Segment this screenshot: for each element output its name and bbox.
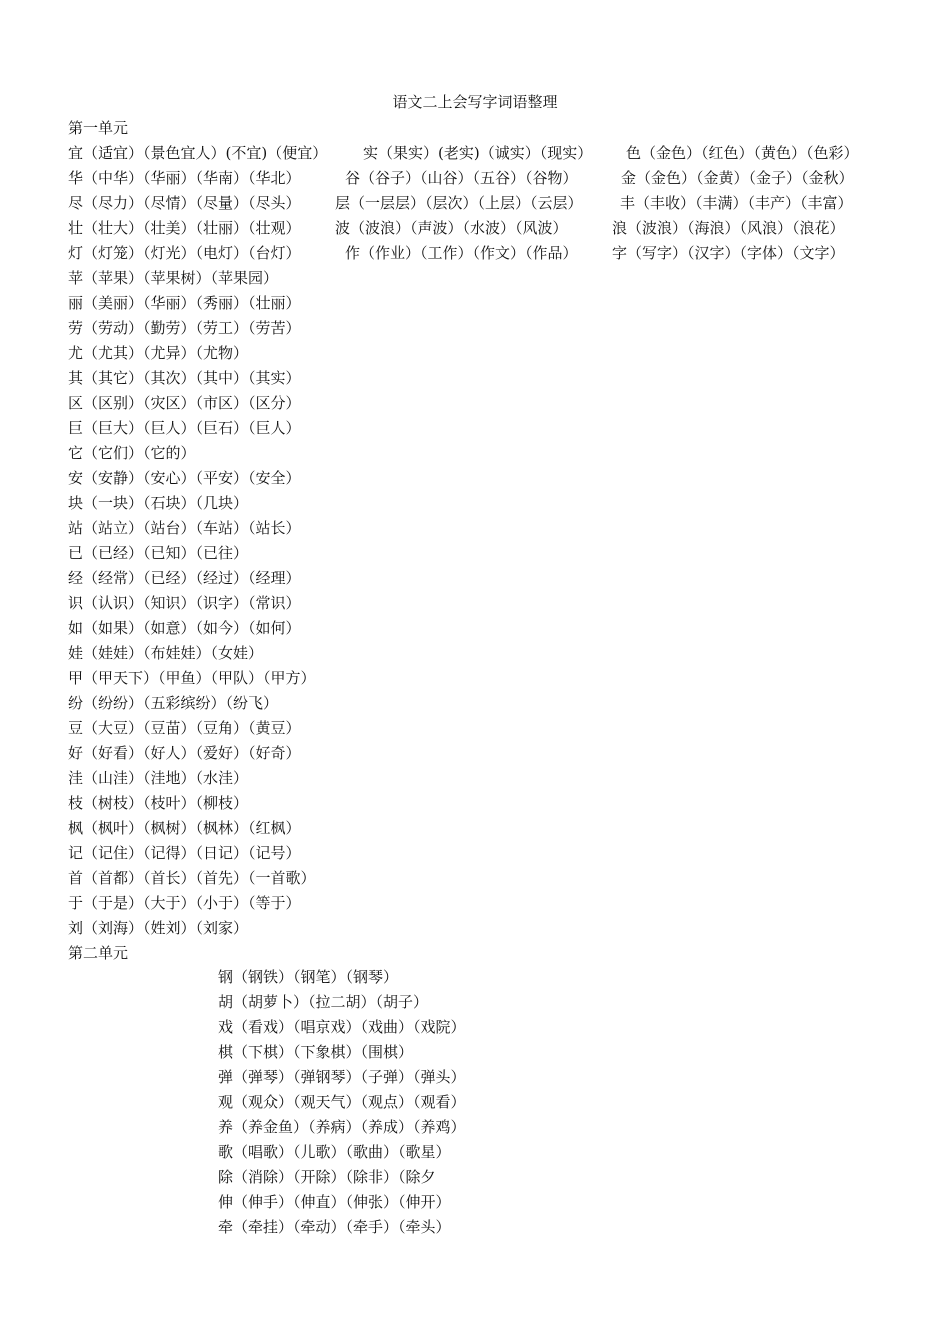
word-entry: 丽（美丽）（华丽）（秀丽）（壮丽） — [68, 294, 301, 312]
word-entry: 华（中华）（华丽）（华南）（华北） — [68, 169, 301, 187]
word-entry: 养（养金鱼）（养病）（养成）（养鸡） — [218, 1118, 466, 1136]
word-entry: 字（写字）（汉字）（字体）（文字） — [612, 244, 845, 262]
word-entry: 牵（牵挂）（牵动）（牵手）（牵头） — [218, 1218, 451, 1236]
word-entry: 站（站立）（站台）（车站）（站长） — [68, 519, 301, 537]
word-entry: 巨（巨大）（巨人）（巨石）（巨人） — [68, 419, 301, 437]
word-entry: 安（安静）（安心）（平安）（安全） — [68, 469, 301, 487]
word-entry: 于（于是）（大于）（小于）（等于） — [68, 894, 301, 912]
word-entry: 宜（适宜）（景色宜人）(不宜)（便宜） — [68, 144, 328, 162]
word-entry: 区（区别）（灾区）（市区）（区分） — [68, 394, 301, 412]
word-entry: 胡（胡萝卜）（拉二胡）（胡子） — [218, 993, 429, 1011]
word-entry: 壮（壮大）（壮美）（壮丽）（壮观） — [68, 219, 301, 237]
word-entry: 枫（枫叶）（枫树）（枫林）（红枫） — [68, 819, 301, 837]
word-entry: 歌（唱歌）（儿歌）（歌曲）（歌星） — [218, 1143, 451, 1161]
word-entry: 波（波浪）（声波）（水波）（风波） — [335, 219, 568, 237]
word-entry: 经（经常）（已经）（经过）（经理） — [68, 569, 301, 587]
word-entry: 尤（尤其）（尤异）（尤物） — [68, 344, 249, 362]
word-entry: 枝（树枝）（枝叶）（柳枝） — [68, 794, 249, 812]
word-entry: 浪（波浪）（海浪）（风浪）（浪花） — [612, 219, 845, 237]
word-entry: 灯（灯笼）（灯光）（电灯）（台灯） — [68, 244, 301, 262]
word-entry: 劳（劳动）（勤劳）（劳工）（劳苦） — [68, 319, 301, 337]
word-entry: 如（如果）（如意）（如今）（如何） — [68, 619, 301, 637]
word-entry: 甲（甲天下）（甲鱼）（甲队）（甲方） — [68, 669, 316, 687]
word-entry: 纷（纷纷）（五彩缤纷）（纷飞） — [68, 694, 279, 712]
word-entry: 谷（谷子）（山谷）（五谷）（谷物） — [345, 169, 578, 187]
document-title: 语文二上会写字词语整理 — [392, 93, 558, 111]
word-entry: 除（消除）（开除）（除非）（除夕 — [218, 1168, 436, 1186]
word-entry: 洼（山洼）（洼地）（水洼） — [68, 769, 249, 787]
unit1-heading: 第一单元 — [68, 119, 129, 137]
word-entry: 首（首都）（首长）（首先）（一首歌） — [68, 869, 316, 887]
word-entry: 苹（苹果）（苹果树）（苹果园） — [68, 269, 279, 287]
word-entry: 娃（娃娃）（布娃娃）（女娃） — [68, 644, 264, 662]
word-entry: 识（认识）（知识）（识字）（常识） — [68, 594, 301, 612]
word-entry: 已（已经）（已知）（已往） — [68, 544, 249, 562]
word-entry: 作（作业）（工作）（作文）（作品） — [345, 244, 578, 262]
word-entry: 好（好看）（好人）（爱好）（好奇） — [68, 744, 301, 762]
word-entry: 伸（伸手）（伸直）（伸张）（伸开） — [218, 1193, 451, 1211]
word-entry: 戏（看戏）（唱京戏）（戏曲）（戏院） — [218, 1018, 466, 1036]
word-entry: 弹（弹琴）（弹钢琴）（子弹）（弹头） — [218, 1068, 466, 1086]
word-entry: 其（其它）（其次）（其中）（其实） — [68, 369, 301, 387]
word-entry: 丰（丰收）（丰满）（丰产）（丰富） — [620, 194, 853, 212]
word-entry: 层（一层层）（层次）（上层）（云层） — [335, 194, 583, 212]
word-entry: 钢（钢铁）（钢笔）（钢琴） — [218, 968, 399, 986]
word-entry: 金（金色）（金黄）（金子）（金秋） — [621, 169, 854, 187]
word-entry: 刘（刘海）（姓刘）（刘家） — [68, 919, 249, 937]
word-entry: 尽（尽力）（尽情）（尽量）（尽头） — [68, 194, 301, 212]
word-entry: 棋（下棋）（下象棋）（围棋） — [218, 1043, 414, 1061]
word-entry: 观（观众）（观天气）（观点）（观看） — [218, 1093, 466, 1111]
word-entry: 色（金色）（红色）（黄色）（色彩） — [626, 144, 859, 162]
word-entry: 块（一块）（石块）（几块） — [68, 494, 249, 512]
word-entry: 豆（大豆）（豆苗）（豆角）（黄豆） — [68, 719, 301, 737]
word-entry: 它（它们）（它的） — [68, 444, 196, 462]
word-entry: 实（果实）(老实)（诚实）（现实） — [363, 144, 593, 162]
word-entry: 记（记住）（记得）（日记）（记号） — [68, 844, 301, 862]
unit2-heading: 第二单元 — [68, 944, 129, 962]
